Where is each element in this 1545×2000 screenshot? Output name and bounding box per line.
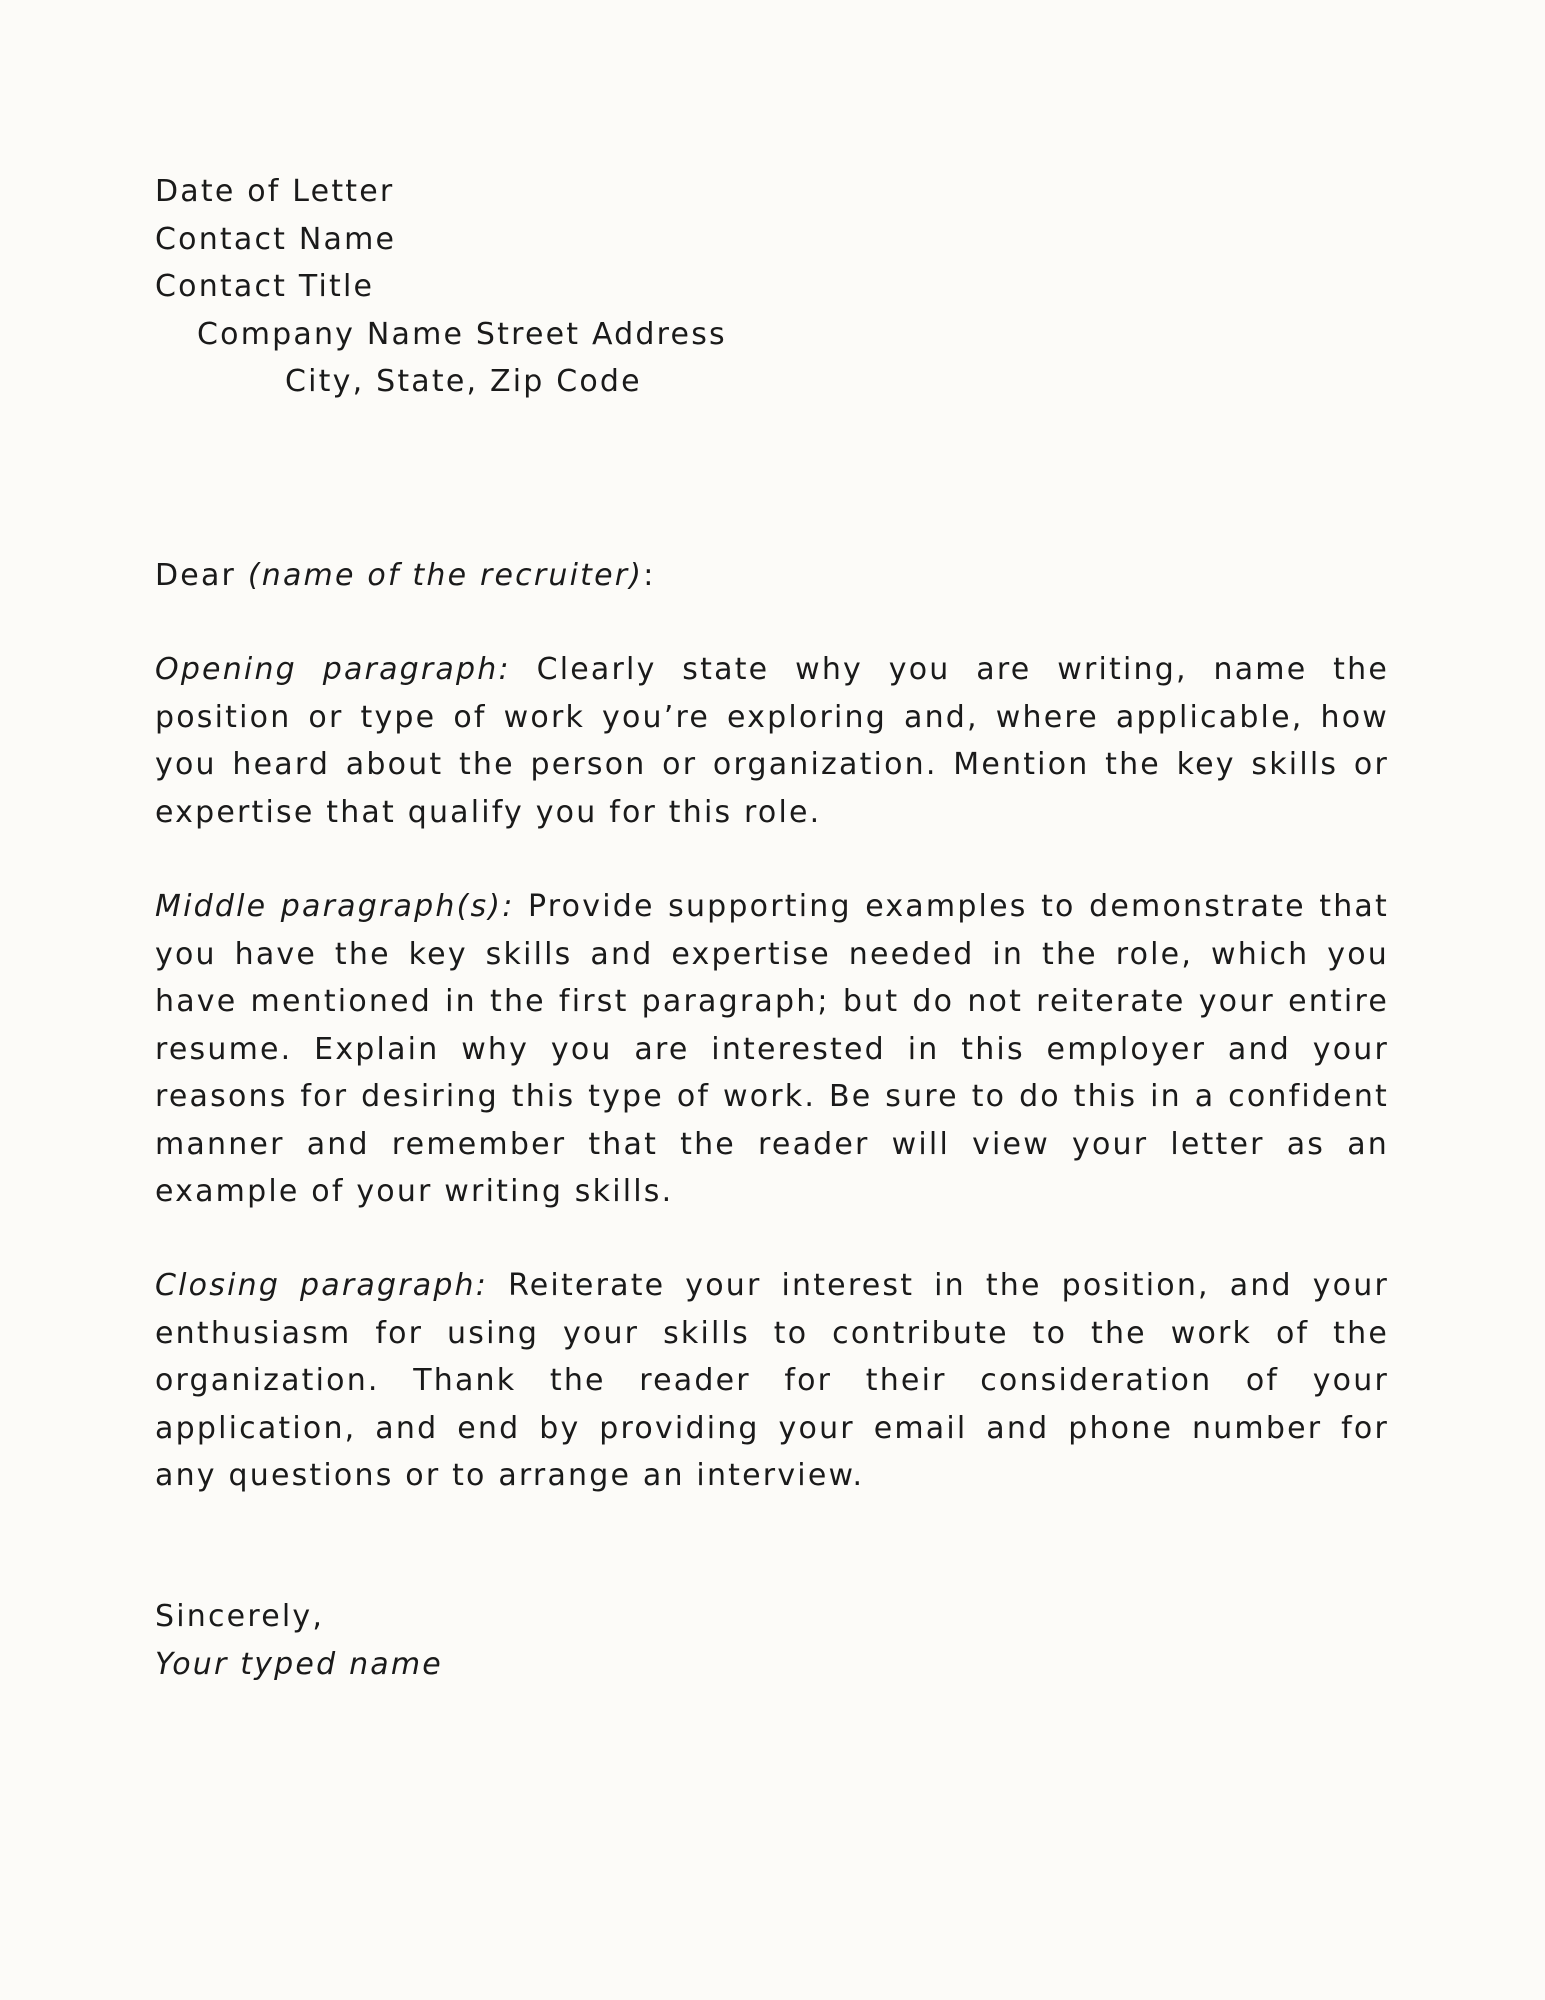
- opening-paragraph: [155, 646, 1389, 836]
- signoff-closing: Sincerely,: [155, 1599, 325, 1634]
- letter-header: [155, 168, 1155, 406]
- date-of-letter: Date of Letter: [155, 174, 395, 209]
- contact-name: Contact Name: [155, 221, 397, 257]
- greeting-recipient: (name of the recruiter): [247, 558, 644, 593]
- closing-paragraph-body: Reiterate your interest in the position, and your enthusiasm for using your skills to contribute to the work of the organization. Thank the reader for their consideration of your application, and end by providing your email and phone number for any questions or to arrange an interview.: [155, 1268, 1389, 1493]
- typed-name: Your typed name: [155, 1646, 443, 1682]
- contact-title: Contact Title: [155, 269, 375, 304]
- closing-paragraph: [155, 1262, 1389, 1500]
- greeting-punctuation: :: [643, 558, 656, 593]
- city-state-zip: City, State, Zip Code: [285, 364, 642, 399]
- opening-paragraph-body: Clearly state why you are writing, name the position or type of work you’re exploring and, where applicable, how you heard about the person or organization. Mention the key skills or expertise that qualify you for this role.: [155, 652, 1389, 830]
- closing-paragraph-label: Closing paragraph:: [155, 1268, 489, 1303]
- signoff: [155, 1593, 443, 1688]
- greeting: [155, 552, 656, 600]
- middle-paragraph: [155, 883, 1389, 1216]
- company-street-address: Company Name Street Address: [197, 316, 727, 352]
- middle-paragraph-body: Provide supporting examples to demonstrate that you have the key skills and expertise needed in the role, which you have mentioned in the first paragraph; but do not reiterate your entire resume. Explain why you are interested in this employer and your reasons for desiring this type of work. Be sure to do this in a confident manner and remember that the reader will view your letter as an example of your writing skills.: [155, 889, 1389, 1209]
- middle-paragraph-label: Middle paragraph(s):: [155, 889, 515, 924]
- greeting-salutation: Dear: [155, 558, 237, 593]
- opening-paragraph-label: Opening paragraph:: [155, 652, 511, 687]
